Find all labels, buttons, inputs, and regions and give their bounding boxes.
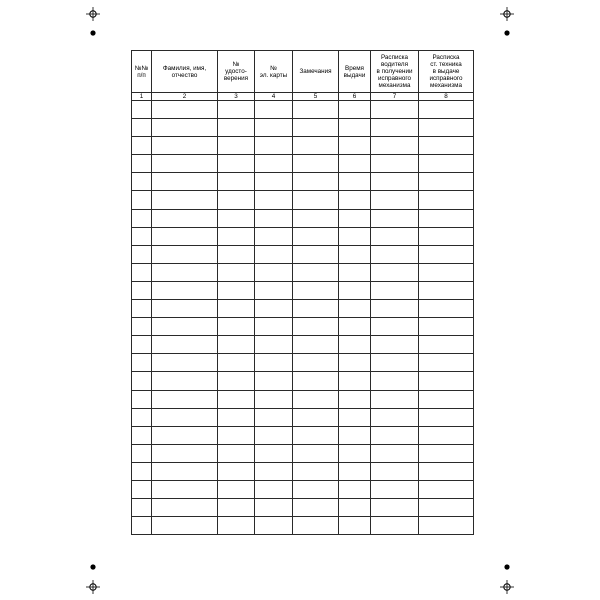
table-cell [371, 517, 419, 535]
table-cell [371, 499, 419, 517]
column-header-line: Время [345, 64, 364, 72]
table-cell [218, 137, 255, 155]
table-cell [132, 480, 152, 498]
dot-mark-top-left [90, 30, 96, 36]
table-row [132, 444, 474, 462]
column-header-line: эл. карты [259, 71, 288, 79]
table-cell [218, 191, 255, 209]
table-cell [419, 372, 474, 390]
table-cell [339, 408, 371, 426]
table-cell [371, 354, 419, 372]
table-cell [132, 155, 152, 173]
table-cell [132, 444, 152, 462]
table-cell [132, 372, 152, 390]
table-cell [218, 209, 255, 227]
table-cell [152, 499, 218, 517]
column-header-line: механизма [430, 82, 462, 89]
table-cell [255, 499, 293, 517]
table-cell [255, 354, 293, 372]
column-header-6 [339, 51, 371, 93]
table-cell [371, 137, 419, 155]
crosshair-mark-bottom-right [500, 580, 514, 594]
table-cell [419, 101, 474, 119]
table-cell [339, 227, 371, 245]
table-cell [339, 372, 371, 390]
table-cell [293, 408, 339, 426]
crosshair-mark-top-right [500, 7, 514, 21]
table-cell [218, 227, 255, 245]
table-cell [371, 462, 419, 480]
table-cell [132, 390, 152, 408]
table-row [132, 101, 474, 119]
table-cell [132, 354, 152, 372]
table-cell [255, 137, 293, 155]
table-cell [255, 480, 293, 498]
table-row [132, 227, 474, 245]
table-cell [339, 336, 371, 354]
table-cell [152, 390, 218, 408]
table-cell [218, 426, 255, 444]
table-cell [339, 444, 371, 462]
table-cell [152, 119, 218, 137]
table-cell [339, 155, 371, 173]
table-cell [293, 517, 339, 535]
table-cell [255, 119, 293, 137]
table-cell [371, 191, 419, 209]
table-cell [419, 426, 474, 444]
column-header-line: механизма [378, 82, 411, 89]
table-cell [339, 426, 371, 444]
column-header-line: № [232, 61, 240, 68]
column-header-2 [152, 51, 218, 93]
table-row [132, 245, 474, 263]
table-cell [255, 263, 293, 281]
column-header-line: № [270, 64, 277, 72]
table-cell [419, 281, 474, 299]
table-cell [339, 137, 371, 155]
table-cell [152, 517, 218, 535]
table-cell [132, 517, 152, 535]
table-cell [293, 281, 339, 299]
table-row [132, 354, 474, 372]
table-cell [419, 517, 474, 535]
column-number-4: 4 [255, 93, 293, 101]
table-cell [132, 173, 152, 191]
table-cell [339, 101, 371, 119]
column-number-1: 1 [132, 93, 152, 101]
table-cell [255, 318, 293, 336]
table-cell [419, 227, 474, 245]
table-cell [152, 462, 218, 480]
table-cell [293, 227, 339, 245]
column-header-4 [255, 51, 293, 93]
table-cell [293, 499, 339, 517]
table-cell [255, 390, 293, 408]
table-cell [371, 318, 419, 336]
table-cell [255, 517, 293, 535]
table-cell [339, 318, 371, 336]
table-cell [255, 209, 293, 227]
table-cell [371, 173, 419, 191]
table-cell [152, 318, 218, 336]
table-cell [371, 209, 419, 227]
table-cell [293, 300, 339, 318]
column-header-line: п/п [137, 71, 146, 79]
table-cell [419, 191, 474, 209]
column-header-line: отчество [171, 71, 198, 79]
table-cell [419, 137, 474, 155]
table-cell [371, 263, 419, 281]
column-header-line: водителя [380, 61, 409, 68]
table-cell [293, 426, 339, 444]
table-row [132, 462, 474, 480]
table-cell [255, 372, 293, 390]
table-row [132, 408, 474, 426]
table-cell [132, 426, 152, 444]
table-cell [371, 245, 419, 263]
table-cell [339, 119, 371, 137]
table-cell [255, 191, 293, 209]
table-cell [293, 372, 339, 390]
table-row [132, 390, 474, 408]
column-header-1 [132, 51, 152, 93]
table-cell [132, 336, 152, 354]
table-cell [152, 444, 218, 462]
table-row [132, 263, 474, 281]
column-header-line: Замечания [299, 68, 332, 75]
table-cell [339, 354, 371, 372]
table-cell [419, 263, 474, 281]
column-header-5 [293, 51, 339, 93]
table-cell [152, 173, 218, 191]
table-cell [255, 173, 293, 191]
table-cell [339, 499, 371, 517]
table-cell [419, 336, 474, 354]
table-cell [419, 245, 474, 263]
table-cell [293, 209, 339, 227]
table-cell [218, 119, 255, 137]
table-cell [339, 245, 371, 263]
table-cell [152, 209, 218, 227]
table-cell [419, 354, 474, 372]
table-cell [132, 499, 152, 517]
table-row [132, 173, 474, 191]
table-cell [255, 336, 293, 354]
table-cell [132, 209, 152, 227]
column-number-3: 3 [218, 93, 255, 101]
table-row [132, 281, 474, 299]
table-cell [132, 318, 152, 336]
table-cell [218, 517, 255, 535]
table-cell [218, 372, 255, 390]
crosshair-mark-top-left [86, 7, 100, 21]
table-cell [371, 336, 419, 354]
journal-table [131, 50, 474, 535]
table-cell [339, 300, 371, 318]
table-cell [218, 318, 255, 336]
table-cell [152, 191, 218, 209]
column-number-6: 6 [339, 93, 371, 101]
table-cell [419, 119, 474, 137]
table-cell [293, 173, 339, 191]
table-cell [218, 263, 255, 281]
table-cell [293, 318, 339, 336]
table-row [132, 517, 474, 535]
table-cell [371, 155, 419, 173]
table-cell [218, 281, 255, 299]
table-cell [339, 263, 371, 281]
column-number-7: 7 [371, 93, 419, 101]
table-cell [371, 408, 419, 426]
table-cell [132, 263, 152, 281]
table-row [132, 300, 474, 318]
table-cell [255, 408, 293, 426]
table-cell [218, 444, 255, 462]
column-number-5: 5 [293, 93, 339, 101]
table-cell [218, 354, 255, 372]
table-cell [132, 245, 152, 263]
table-cell [293, 119, 339, 137]
table-cell [371, 300, 419, 318]
table-cell [293, 462, 339, 480]
table-cell [132, 281, 152, 299]
table-cell [419, 209, 474, 227]
column-number-row [132, 93, 474, 101]
column-header-line: исправного [377, 75, 412, 82]
table-cell [339, 209, 371, 227]
table-row [132, 499, 474, 517]
table-cell [255, 155, 293, 173]
column-header-3 [218, 51, 255, 93]
column-header-line: Расписка [432, 54, 460, 61]
table-cell [419, 480, 474, 498]
table-cell [371, 390, 419, 408]
table-cell [218, 336, 255, 354]
crosshair-mark-bottom-left [86, 580, 100, 594]
dot-mark-bottom-right [504, 564, 510, 570]
table-cell [371, 444, 419, 462]
table-cell [371, 426, 419, 444]
table-cell [371, 119, 419, 137]
table-cell [339, 281, 371, 299]
table-cell [152, 336, 218, 354]
column-header-line: выдачи [343, 71, 366, 79]
column-header-line: в получении [376, 68, 413, 75]
table-cell [255, 300, 293, 318]
table-row [132, 155, 474, 173]
table-cell [371, 480, 419, 498]
table-cell [152, 155, 218, 173]
table-cell [419, 155, 474, 173]
table-row [132, 318, 474, 336]
table-cell [339, 173, 371, 191]
table-cell [152, 408, 218, 426]
table-cell [339, 517, 371, 535]
table-cell [419, 462, 474, 480]
table-cell [132, 300, 152, 318]
table-row [132, 137, 474, 155]
column-number-2: 2 [152, 93, 218, 101]
table-cell [419, 390, 474, 408]
table-cell [293, 191, 339, 209]
table-cell [132, 119, 152, 137]
table-cell [132, 227, 152, 245]
table-cell [152, 227, 218, 245]
table-cell [371, 227, 419, 245]
table-cell [132, 408, 152, 426]
column-header-line: удосто- [225, 68, 247, 75]
table-cell [255, 227, 293, 245]
table-cell [371, 372, 419, 390]
table-cell [293, 101, 339, 119]
table-cell [293, 336, 339, 354]
table-cell [255, 426, 293, 444]
table-row [132, 209, 474, 227]
table-cell [132, 137, 152, 155]
table-cell [419, 499, 474, 517]
table-cell [218, 173, 255, 191]
table-cell [218, 390, 255, 408]
table-cell [132, 191, 152, 209]
column-header-line: исправного [429, 75, 463, 82]
table-cell [218, 480, 255, 498]
table-cell [255, 444, 293, 462]
dot-mark-bottom-left [90, 564, 96, 570]
table-cell [293, 155, 339, 173]
dot-mark-top-right [504, 30, 510, 36]
table-cell [293, 137, 339, 155]
table-cell [293, 263, 339, 281]
table-cell [293, 390, 339, 408]
column-header-line: ст. техника [430, 61, 462, 68]
column-header-line: Расписка [380, 54, 409, 61]
journal-body [132, 101, 474, 535]
table-cell [218, 499, 255, 517]
table-cell [152, 281, 218, 299]
table-row [132, 119, 474, 137]
column-header-line: в выдаче [432, 68, 460, 75]
table-cell [152, 263, 218, 281]
table-cell [255, 245, 293, 263]
table-cell [132, 101, 152, 119]
table-cell [371, 281, 419, 299]
table-cell [152, 245, 218, 263]
table-cell [218, 101, 255, 119]
table-cell [419, 444, 474, 462]
table-cell [152, 300, 218, 318]
table-cell [255, 281, 293, 299]
column-header-line: верения [223, 75, 249, 82]
table-cell [132, 462, 152, 480]
table-row [132, 336, 474, 354]
column-number-8: 8 [419, 93, 474, 101]
column-header-7 [371, 51, 419, 93]
table-cell [371, 101, 419, 119]
header-row [132, 51, 474, 93]
table-cell [419, 300, 474, 318]
table-cell [339, 390, 371, 408]
table-cell [218, 300, 255, 318]
table-cell [293, 444, 339, 462]
table-cell [419, 408, 474, 426]
table-cell [293, 480, 339, 498]
table-cell [152, 354, 218, 372]
table-cell [293, 354, 339, 372]
table-row [132, 426, 474, 444]
column-header-line: Фамилия, имя, [162, 64, 207, 72]
table-cell [339, 462, 371, 480]
table-cell [218, 155, 255, 173]
table-row [132, 480, 474, 498]
table-row [132, 372, 474, 390]
table-cell [339, 480, 371, 498]
table-cell [255, 462, 293, 480]
table-cell [152, 137, 218, 155]
table-row [132, 191, 474, 209]
table-cell [255, 101, 293, 119]
table-cell [152, 480, 218, 498]
column-header-line: №№ [134, 64, 149, 72]
table-cell [218, 245, 255, 263]
table-cell [339, 191, 371, 209]
table-cell [218, 408, 255, 426]
table-cell [152, 372, 218, 390]
table-cell [152, 426, 218, 444]
table-cell [293, 245, 339, 263]
table-cell [419, 318, 474, 336]
table-cell [152, 101, 218, 119]
table-cell [218, 462, 255, 480]
table-cell [419, 173, 474, 191]
column-header-8 [419, 51, 474, 93]
